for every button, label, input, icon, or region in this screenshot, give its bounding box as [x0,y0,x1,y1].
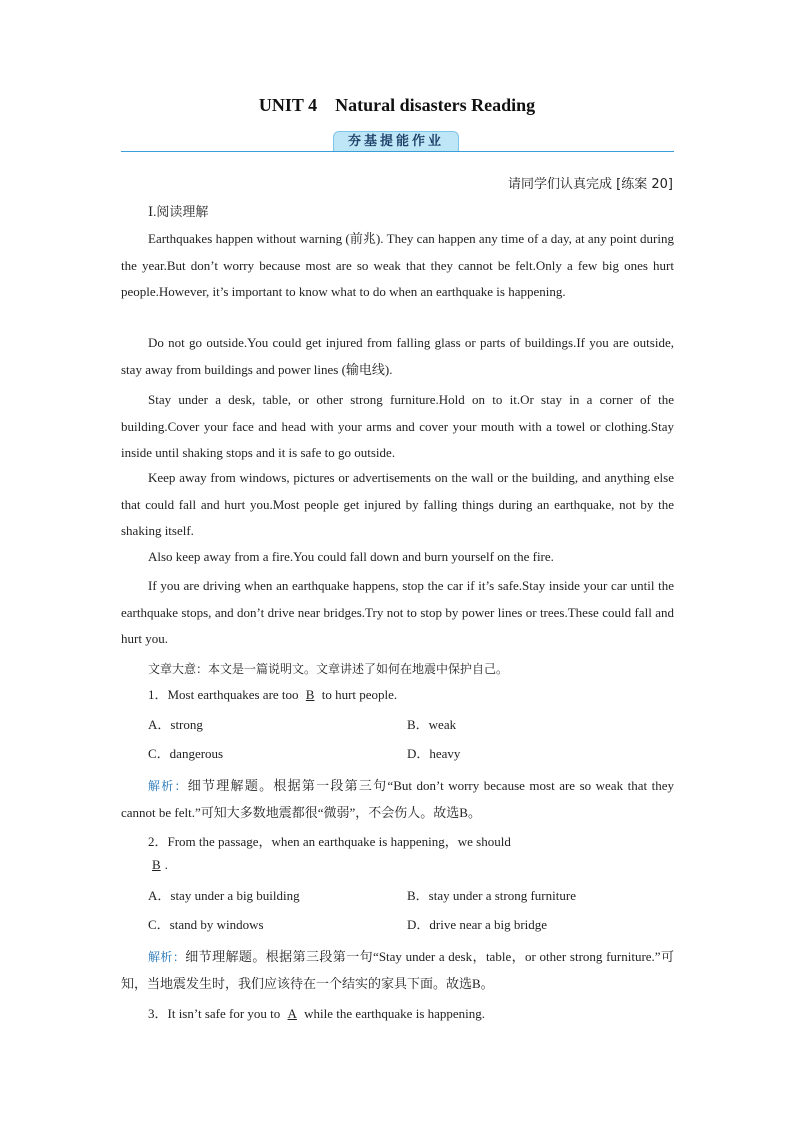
question-3-answer: A [287,1006,297,1021]
document-title: UNIT 4 Natural disasters Reading [258,95,536,115]
question-1-analysis-text: 细节理解题。根据第一段第三句“But don’t worry because most are so weak that they cannot be felt.”可知大多数地震都很“微弱”，不会伤人。故选B。 [121,778,674,820]
question-1-option-c: C．dangerous [148,746,224,761]
question-3-stem-after: while the earthquake is happening. [300,1006,486,1021]
homework-banner: 夯基提能作业 [333,131,459,152]
question-2-option-c: C．stand by windows [148,917,264,932]
question-1-answer: B [305,687,315,702]
passage-paragraph-5: Also keep away from a fire.You could fall down and burn yourself on the fire. [148,549,554,564]
passage-paragraph-1: Earthquakes happen without warning (前兆). They can happen any time of a day, at any point during the year.But don’t worry because most are so weak that they cannot be felt.Only a few big ones hurt people.However, it’s important to know what to do when an earthquake is happening. [121,231,674,299]
question-1-option-d: D．heavy [407,746,461,761]
header-rule [121,151,674,152]
question-2-answer: B [152,857,161,872]
passage-paragraph-2: Do not go outside.You could get injured from falling glass or parts of buildings.If you are outside, stay away from buildings and power lines (输电线). [121,335,674,377]
question-1-stem-before: 1．Most earthquakes are too [148,687,302,702]
question-2-stem: 2．From the passage，when an earthquake is happening，we should [148,834,511,849]
question-1-option-b: B．weak [407,717,457,732]
question-2-analysis-label: 解析： [148,950,186,964]
passage-paragraph-3: Stay under a desk, table, or other strong furniture.Hold on to it.Or stay in a corner of the building.Cover your face and head with your arms and cover your mouth with a towel or clothing.Stay inside until shaking stops and it is safe to go outside. [121,392,674,460]
question-1-option-a: A．strong [148,717,203,732]
question-2-blank [148,857,168,873]
question-3-stem [148,1003,485,1022]
practice-note: 请同学们认真完成 [练案 20] [508,177,673,192]
passage-paragraph-6: If you are driving when an earthquake happens, stop the car if it’s safe.Stay inside your car until the earthquake stops, and don’t drive near bridges.Try not to stop by power lines or trees.These could fall and hurt you. [121,578,674,646]
question-2-analysis-text: 细节理解题。根据第三段第一句“Stay under a desk，table，or other strong furniture.”可知，当地震发生时，我们应该待在一个结实的家具下面。故选B。 [121,949,674,991]
question-2-option-d: D．drive near a big bridge [407,917,548,932]
passage-paragraph-4: Keep away from windows, pictures or advertisements on the wall or the building, and anything else that could fall and hurt you.Most people get injured by falling things during an earthquake, not by the shaking itself. [121,470,674,538]
question-3-stem-before: 3．It isn’t safe for you to [148,1006,284,1021]
question-1-analysis-label: 解析： [148,779,188,793]
question-1-stem-after: to hurt people. [318,687,398,702]
section-heading: Ⅰ.阅读理解 [148,204,209,219]
question-1-analysis [121,773,674,826]
question-2-analysis [121,944,674,997]
passage-summary: 文章大意：本文是一篇说明文。文章讲述了如何在地震中保护自己。 [148,662,509,676]
question-2-stem-after: . [164,857,168,872]
question-2-option-b: B．stay under a strong furniture [407,888,576,903]
question-2-option-a: A．stay under a big building [148,888,300,903]
question-1-stem [148,684,397,703]
